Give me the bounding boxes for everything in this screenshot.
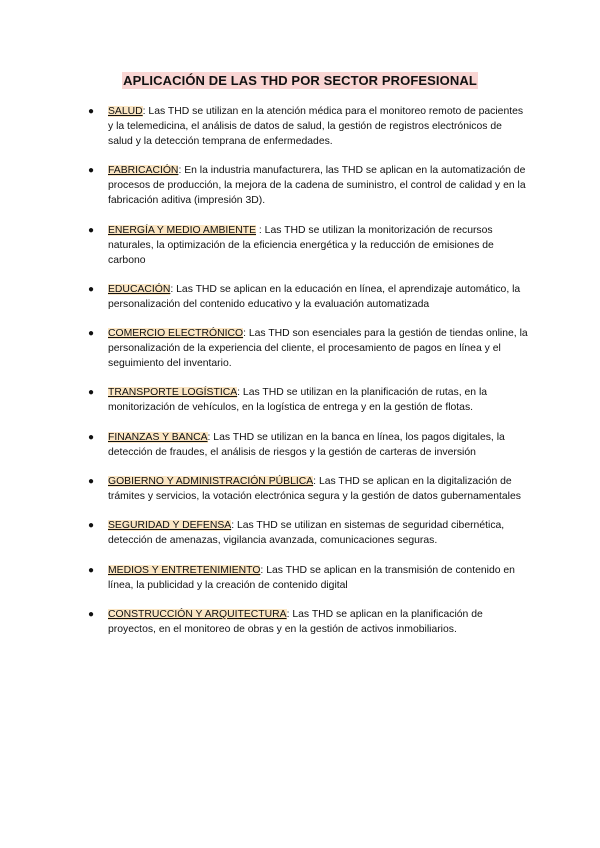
list-item (88, 282, 528, 312)
sector-description: : Las THD se utilizan la monitorización de recursos naturales, la optimización de la eficiencia energética y la reducción de emisiones de carbono (108, 224, 494, 266)
list-item (88, 326, 528, 371)
bullet-icon: ● (88, 564, 95, 576)
list-item (88, 474, 528, 504)
bullet-icon: ● (88, 608, 95, 620)
sector-description: : Las THD se utilizan en la atención médica para el monitoreo remoto de pacientes y la telemedicina, el análisis de datos de salud, la gestión de registros electrónicos de salud y la detección temprana de enfermedades. (108, 106, 524, 147)
sector-heading: FINANZAS Y BANCA (108, 431, 208, 443)
list-item (88, 563, 528, 593)
bullet-icon: ● (88, 476, 95, 488)
list-item (88, 104, 528, 149)
bullet-icon: ● (88, 328, 95, 340)
sector-heading: ENERGÍA Y MEDIO AMBIENTE (108, 224, 257, 236)
bullet-icon: ● (88, 520, 95, 532)
sector-description: : Las THD se utilizan en la planificación de rutas, en la monitorización de vehículos, en la logística de entrega y en la gestión de flotas. (108, 387, 488, 414)
bullet-icon: ● (88, 431, 95, 443)
title-text: APLICACIÓN DE LAS THD POR SECTOR PROFESIONAL (123, 73, 477, 88)
sector-heading: SALUD (108, 106, 143, 117)
bullet-icon: ● (88, 387, 95, 399)
sector-description: : Las THD se aplican en la digitalización de trámites y servicios, la votación electrónica segura y la gestión de datos gubernamentales (108, 476, 521, 503)
sector-description: : Las THD se aplican en la educación en línea, el aprendizaje automático, la personalización del contenido educativo y la evaluación automatizada (108, 283, 521, 310)
bullet-icon: ● (88, 224, 95, 236)
sector-list (88, 104, 528, 651)
list-item (88, 518, 528, 548)
sector-heading: EDUCACIÓN (108, 283, 171, 295)
sector-heading: FABRICACIÓN (108, 165, 179, 177)
sector-description: : Las THD se utilizan en sistemas de seguridad cibernética, detección de amenazas, vigilancia avanzada, comunicaciones seguras. (108, 520, 505, 547)
bullet-icon: ● (88, 106, 95, 117)
bullet-icon: ● (88, 283, 95, 295)
sector-description: : Las THD son esenciales para la gestión de tiendas online, la personalización de la experiencia del cliente, el procesamiento de pagos en línea y el seguimiento del inventario. (108, 328, 528, 370)
sector-description: : Las THD se aplican en la planificación de proyectos, en el monitoreo de obras y en la gestión de activos inmobiliarios. (108, 608, 483, 635)
bullet-icon: ● (88, 165, 95, 177)
sector-heading: MEDIOS Y ENTRETENIMIENTO (108, 564, 261, 576)
sector-heading: CONSTRUCCIÓN Y ARQUITECTURA (108, 608, 287, 620)
sector-heading: TRANSPORTE LOGÍSTICA (108, 387, 238, 399)
list-item (88, 607, 528, 637)
sector-description: : En la industria manufacturera, las THD se aplican en la automatización de procesos de producción, la mejora de la cadena de suministro, el control de calidad y en la fabricación aditiva (impresión 3D). (108, 165, 526, 207)
sector-heading: GOBIERNO Y ADMINISTRACIÓN PÚBLICA (108, 476, 314, 488)
list-item (88, 430, 528, 460)
sector-heading: COMERCIO ELECTRÓNICO (108, 328, 244, 340)
list-item (88, 163, 528, 208)
list-item (88, 223, 528, 268)
sector-heading: SEGURIDAD Y DEFENSA (108, 520, 232, 532)
sector-description: : Las THD se utilizan en la banca en línea, los pagos digitales, la detección de fraudes, el análisis de riesgos y la gestión de carteras de inversión (108, 431, 505, 458)
document-title (0, 73, 600, 88)
sector-description: : Las THD se aplican en la transmisión de contenido en línea, la publicidad y la creación de contenido digital (108, 564, 515, 591)
list-item (88, 385, 528, 415)
